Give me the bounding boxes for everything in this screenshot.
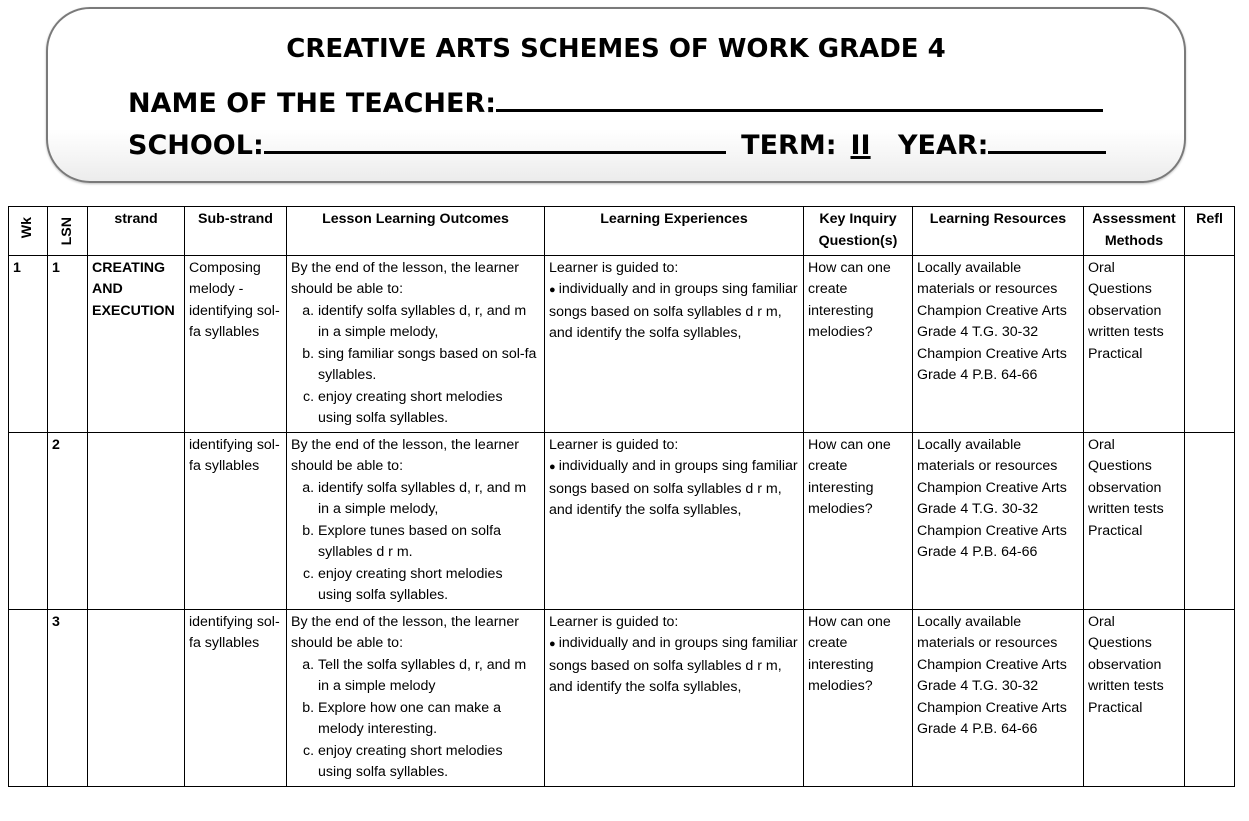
cell-inquiry: How can one create interesting melodies? bbox=[804, 255, 913, 432]
school-term-year-line bbox=[128, 127, 1106, 161]
cell-refl bbox=[1185, 432, 1235, 609]
outcome-item: a. Tell the solfa syllables d, r, and m in a simple melody bbox=[318, 655, 540, 698]
cell-lsn: 3 bbox=[48, 609, 88, 786]
outcome-item: b. Explore tunes based on solfa syllables d r m. bbox=[318, 521, 540, 564]
resource-item: Locally available materials or resources bbox=[917, 436, 1058, 475]
school-blank bbox=[264, 127, 726, 154]
cell-substrand: identifying sol-fa syllables bbox=[185, 609, 287, 786]
resource-item: Locally available materials or resources bbox=[917, 613, 1058, 652]
assessment-item: observation bbox=[1088, 479, 1162, 496]
resource-item: Locally available materials or resources bbox=[917, 259, 1058, 298]
col-header-refl: Refl bbox=[1185, 207, 1235, 256]
assessment-item: written tests bbox=[1088, 678, 1164, 695]
col-header-substrand: Sub-strand bbox=[185, 207, 287, 256]
outcome-item: c. enjoy creating short melodies using solfa syllables. bbox=[318, 741, 540, 784]
cell-wk bbox=[9, 609, 48, 786]
experience-intro: Learner is guided to: bbox=[549, 613, 679, 630]
assessment-item: Practical bbox=[1088, 345, 1143, 362]
cell-lsn: 1 bbox=[48, 255, 88, 432]
cell-resources bbox=[913, 432, 1084, 609]
document-title: CREATIVE ARTS SCHEMES OF WORK GRADE 4 bbox=[286, 34, 946, 64]
col-header-resources: Learning Resources bbox=[913, 207, 1084, 256]
experience-text: individually and in groups sing familiar songs based on solfa syllables d r m, and identify the solfa syllables, bbox=[549, 458, 798, 519]
outcomes-intro: By the end of the lesson, the learner should be able to: bbox=[291, 259, 519, 298]
resource-item: Champion Creative Arts Grade 4 P.B. 64-66 bbox=[917, 522, 1067, 561]
experience-text: individually and in groups sing familiar songs based on solfa syllables d r m, and identify the solfa syllables, bbox=[549, 281, 798, 342]
assessment-item: written tests bbox=[1088, 501, 1164, 518]
teacher-blank bbox=[496, 85, 1103, 112]
cell-strand bbox=[88, 432, 185, 609]
cell-assessment bbox=[1084, 432, 1185, 609]
bullet-icon bbox=[549, 281, 559, 297]
cell-assessment bbox=[1084, 255, 1185, 432]
bullet-icon bbox=[549, 458, 559, 474]
year-blank bbox=[988, 127, 1106, 154]
outcome-item: a. identify solfa syllables d, r, and m in a simple melody, bbox=[318, 301, 540, 344]
year-label: YEAR: bbox=[898, 130, 989, 161]
outcome-item: b. Explore how one can make a melody interesting. bbox=[318, 698, 540, 741]
assessment-item: observation bbox=[1088, 302, 1162, 319]
experience-intro: Learner is guided to: bbox=[549, 259, 679, 276]
scheme-table bbox=[8, 206, 1235, 787]
col-header-lsn: LSN bbox=[48, 207, 88, 256]
cell-strand bbox=[88, 609, 185, 786]
col-header-outcomes: Lesson Learning Outcomes bbox=[287, 207, 545, 256]
resource-item: Champion Creative Arts Grade 4 T.G. 30-32 bbox=[917, 656, 1067, 695]
experience-text: individually and in groups sing familiar songs based on solfa syllables d r m, and identify the solfa syllables, bbox=[549, 635, 798, 696]
table-row bbox=[9, 609, 1235, 786]
cell-assessment bbox=[1084, 609, 1185, 786]
table-row bbox=[9, 255, 1235, 432]
outcome-item: a. identify solfa syllables d, r, and m in a simple melody, bbox=[318, 478, 540, 521]
assessment-item: Oral Questions bbox=[1088, 613, 1152, 652]
col-header-inquiry: Key Inquiry Question(s) bbox=[804, 207, 913, 256]
bullet-icon bbox=[549, 635, 559, 651]
assessment-item: Oral Questions bbox=[1088, 436, 1152, 475]
cell-refl bbox=[1185, 255, 1235, 432]
assessment-item: Practical bbox=[1088, 699, 1143, 716]
document-header bbox=[46, 7, 1186, 183]
outcomes-intro: By the end of the lesson, the learner should be able to: bbox=[291, 613, 519, 652]
cell-substrand: Composing melody - identifying sol-fa syllables bbox=[185, 255, 287, 432]
cell-strand: CREATING AND EXECUTION bbox=[88, 255, 185, 432]
col-header-strand: strand bbox=[88, 207, 185, 256]
cell-outcomes bbox=[287, 432, 545, 609]
assessment-item: Practical bbox=[1088, 522, 1143, 539]
cell-wk: 1 bbox=[9, 255, 48, 432]
cell-refl bbox=[1185, 609, 1235, 786]
term-value: II bbox=[850, 130, 871, 161]
teacher-line bbox=[128, 85, 1103, 119]
assessment-item: Oral Questions bbox=[1088, 259, 1152, 298]
school-label: SCHOOL: bbox=[128, 130, 264, 161]
outcomes-intro: By the end of the lesson, the learner should be able to: bbox=[291, 436, 519, 475]
table-header-row bbox=[9, 207, 1235, 256]
cell-outcomes bbox=[287, 609, 545, 786]
cell-experiences bbox=[545, 255, 804, 432]
resource-item: Champion Creative Arts Grade 4 P.B. 64-66 bbox=[917, 699, 1067, 738]
cell-wk bbox=[9, 432, 48, 609]
col-header-experiences: Learning Experiences bbox=[545, 207, 804, 256]
outcome-item: b. sing familiar songs based on sol-fa syllables. bbox=[318, 344, 540, 387]
cell-experiences bbox=[545, 609, 804, 786]
resource-item: Champion Creative Arts Grade 4 P.B. 64-66 bbox=[917, 345, 1067, 384]
resource-item: Champion Creative Arts Grade 4 T.G. 30-32 bbox=[917, 479, 1067, 518]
col-header-assessment: Assessment Methods bbox=[1084, 207, 1185, 256]
assessment-item: observation bbox=[1088, 656, 1162, 673]
assessment-item: written tests bbox=[1088, 324, 1164, 341]
teacher-label: NAME OF THE TEACHER: bbox=[128, 88, 497, 119]
outcome-item: c. enjoy creating short melodies using solfa syllables. bbox=[318, 564, 540, 607]
cell-inquiry: How can one create interesting melodies? bbox=[804, 609, 913, 786]
cell-lsn: 2 bbox=[48, 432, 88, 609]
resource-item: Champion Creative Arts Grade 4 T.G. 30-32 bbox=[917, 302, 1067, 341]
cell-resources bbox=[913, 255, 1084, 432]
cell-experiences bbox=[545, 432, 804, 609]
cell-resources bbox=[913, 609, 1084, 786]
experience-intro: Learner is guided to: bbox=[549, 436, 679, 453]
term-label: TERM: bbox=[741, 130, 837, 161]
cell-substrand: identifying sol-fa syllables bbox=[185, 432, 287, 609]
table-row bbox=[9, 432, 1235, 609]
cell-outcomes bbox=[287, 255, 545, 432]
outcome-item: c. enjoy creating short melodies using solfa syllables. bbox=[318, 387, 540, 430]
col-header-wk: Wk bbox=[9, 207, 48, 256]
cell-inquiry: How can one create interesting melodies? bbox=[804, 432, 913, 609]
